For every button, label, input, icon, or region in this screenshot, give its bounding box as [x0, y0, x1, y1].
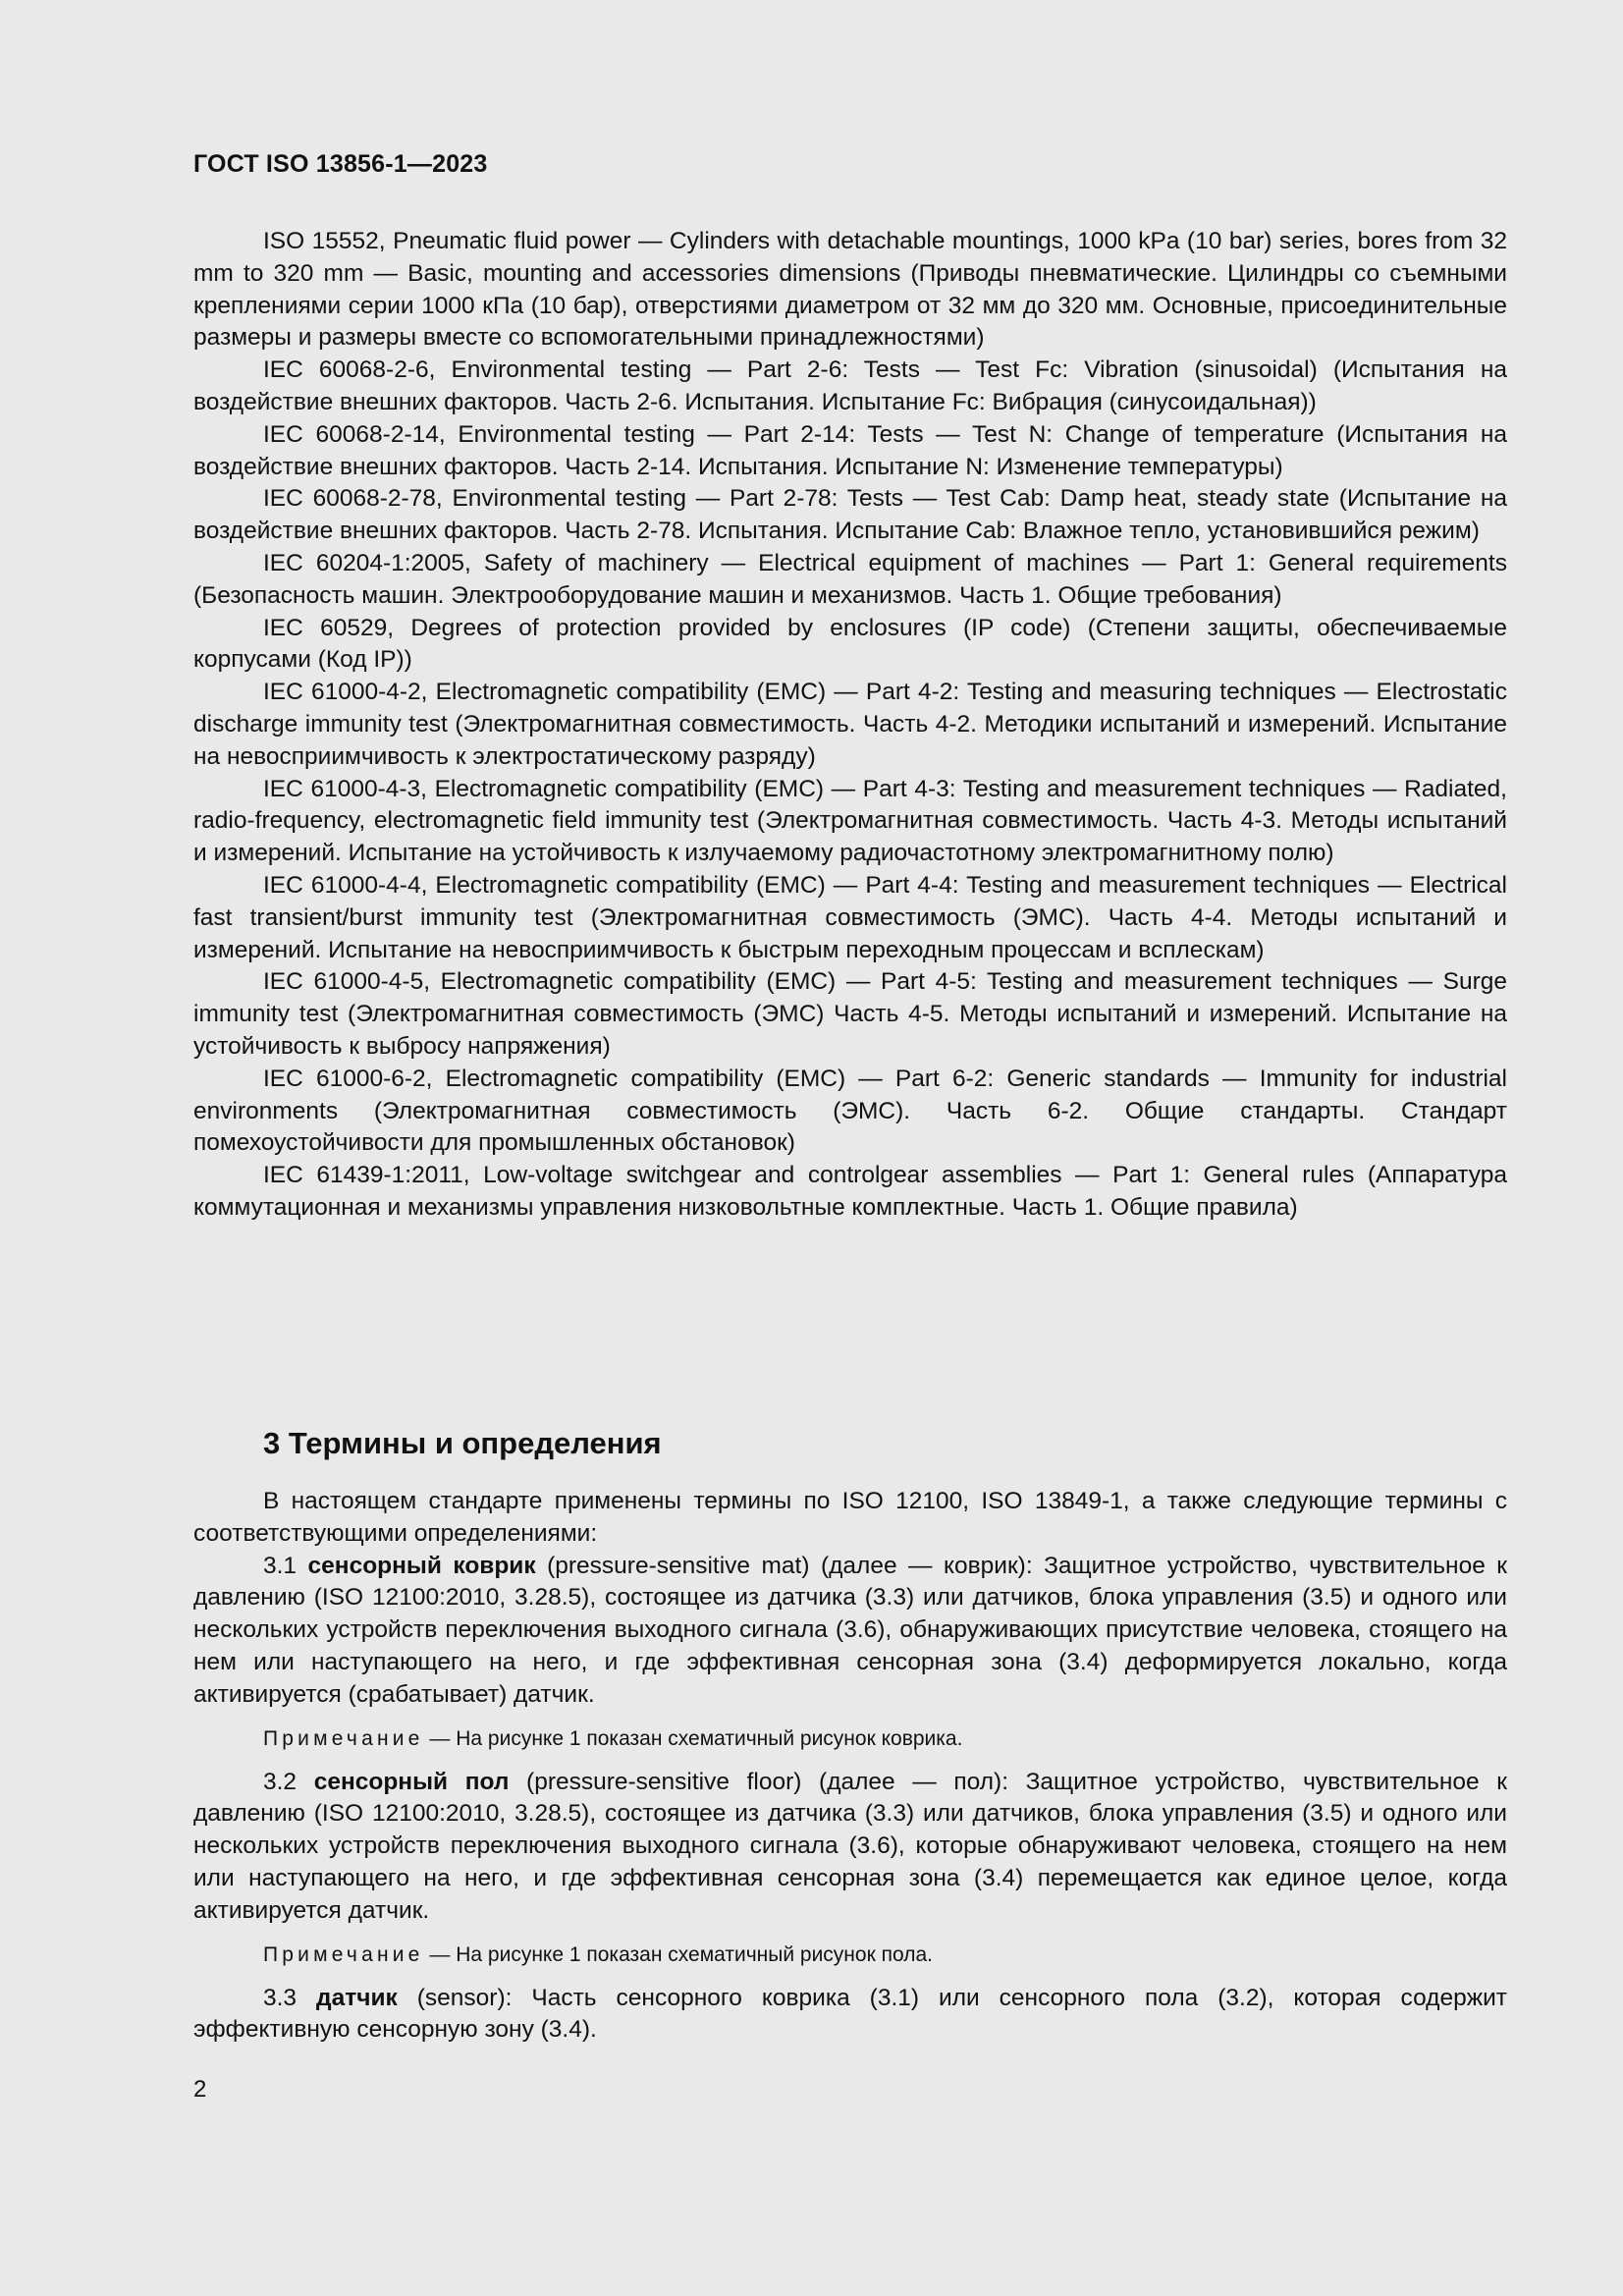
term-name: сенсорный пол [313, 1768, 510, 1795]
reference-item: IEC 61000-4-2, Electromagnetic compatibility (EMC) — Part 4-2: Testing and measuring techniques — Electrostatic discharge immunity test (Электромагнитная совместимость. Часть 4-2. Методики испытаний и измерений. Испытание на невосприимчивость к электростатическому разряду) [193, 679, 1507, 770]
term-definition [193, 1767, 1507, 1928]
document-header: ГОСТ ISO 13856-1—2023 [193, 150, 488, 178]
term-name: датчик [316, 1984, 398, 2011]
reference-item: ISO 15552, Pneumatic fluid power — Cylinders with detachable mountings, 1000 kPa (10 bar) series, bores from 32 mm to 320 mm — Basic, mounting and accessories dimensions (Приводы пневматические. Цилиндры со съемными креплениями серии 1000 кПа (10 бар), отверстиями диаметром от 32 мм до 320 мм. Основные, присоединительные размеры и размеры вместе со вспомогательными принадлежностями) [193, 228, 1507, 352]
term-number: 3.1 [263, 1552, 298, 1579]
reference-item: IEC 61439-1:2011, Low-voltage switchgear and controlgear assemblies — Part 1: General rules (Аппаратура коммутационная и механизмы управления низковольтные комплектные. Часть 1. Общие правила) [193, 1162, 1507, 1221]
section-heading: 3 Термины и определения [263, 1426, 662, 1460]
term-definition [193, 1983, 1507, 2048]
note-label: Примечание [263, 1726, 424, 1750]
term-text: (pressure-sensitive floor) (далее — пол): Защитное устройство, чувствительное к давлению (ISO 12100:2010, 3.28.5), состоящее из датчика (3.3) или датчиков, блока управления (3.5) и одного или нескольких устройств переключения выходного сигнала (3.6), которые обнаруживают человека, стоящего на нем или наступающего на него, и где эффективная сенсорная зона (3.4) перемещается как единое целое, когда активируется датчик. [193, 1768, 1508, 1924]
term-name: сенсорный коврик [307, 1552, 536, 1579]
term-definition [193, 1551, 1507, 1712]
reference-item: IEC 60068-2-78, Environmental testing — Part 2-78: Tests — Test Cab: Damp heat, steady state (Испытание на воздействие внешних факторов. Часть 2-78. Испытания. Испытание Cab: Влажное тепло, установившийся режим) [193, 485, 1507, 545]
reference-item: IEC 61000-4-3, Electromagnetic compatibility (EMC) — Part 4-3: Testing and measurement techniques — Radiated, radio-frequency, electromagnetic field immunity test (Электромагнитная совместимость. Часть 4-3. Методы испытаний и измерений. Испытание на устойчивость к излучаемому радиочастотному электромагнитному полю) [193, 775, 1507, 867]
note [193, 1941, 1507, 1969]
reference-item: IEC 61000-4-4, Electromagnetic compatibility (EMC) — Part 4-4: Testing and measurement techniques — Electrical fast transient/burst immunity test (Электромагнитная совместимость (ЭМС). Часть 4-4. Методы испытаний и измерений. Испытание на невосприимчивость к быстрым переходным процессам и всплескам) [193, 871, 1507, 963]
normative-references-list [193, 226, 1507, 1225]
note-label: Примечание [263, 1942, 424, 1966]
term-number: 3.2 [263, 1768, 298, 1795]
term-text: (sensor): Часть сенсорного коврика (3.1) или сенсорного пола (3.2), которая содержит эффективную сенсорную зону (3.4). [193, 1984, 1507, 2044]
term-number: 3.3 [263, 1984, 298, 2011]
reference-item: IEC 60529, Degrees of protection provided by enclosures (IP code) (Степени защиты, обеспечиваемые корпусами (Код IP)) [193, 614, 1507, 674]
reference-item: IEC 60068-2-6, Environmental testing — Part 2-6: Tests — Test Fc: Vibration (sinusoidal) (Испытания на воздействие внешних факторов. Часть 2-6. Испытания. Испытание Fc: Вибрация (синусоидальная)) [193, 356, 1507, 415]
terms-section [193, 1486, 1507, 2047]
reference-item: IEC 61000-6-2, Electromagnetic compatibility (EMC) — Part 6-2: Generic standards — Immunity for industrial environments (Электромагнитная совместимость (ЭМС). Часть 6-2. Общие стандарты. Стандарт помехоустойчивости для промышленных обстановок) [193, 1065, 1507, 1157]
reference-item: IEC 60204-1:2005, Safety of machinery — Electrical equipment of machines — Part 1: General requirements (Безопасность машин. Электрооборудование машин и механизмов. Часть 1. Общие требования) [193, 549, 1507, 609]
section-intro: В настоящем стандарте применены термины по ISO 12100, ISO 13849-1, а также следующие термины с соответствующими определениями: [193, 1488, 1507, 1547]
reference-item: IEC 61000-4-5, Electromagnetic compatibility (EMC) — Part 4-5: Testing and measurement techniques — Surge immunity test (Электромагнитная совместимость (ЭМС) Часть 4-5. Методы испытаний и измерений. Испытание на устойчивость к выбросу напряжения) [193, 968, 1507, 1060]
note-text: — На рисунке 1 показан схематичный рисунок коврика. [423, 1726, 963, 1750]
page-number: 2 [193, 2076, 207, 2103]
reference-item: IEC 60068-2-14, Environmental testing — Part 2-14: Tests — Test N: Change of temperature (Испытания на воздействие внешних факторов. Часть 2-14. Испытания. Испытание N: Изменение температуры) [193, 420, 1507, 480]
note [193, 1725, 1507, 1753]
term-text: (pressure-sensitive mat) (далее — коврик): Защитное устройство, чувствительное к давлению (ISO 12100:2010, 3.28.5), состоящее из датчика (3.3) или датчиков, блока управления (3.5) и одного или нескольких устройств переключения выходного сигнала (3.6), обнаруживающих присутствие человека, стоящего на нем или наступающего на него, и где эффективная сенсорная зона (3.4) деформируется локально, когда активируется (срабатывает) датчик. [193, 1552, 1508, 1708]
note-text: — На рисунке 1 показан схематичный рисунок пола. [423, 1942, 933, 1966]
